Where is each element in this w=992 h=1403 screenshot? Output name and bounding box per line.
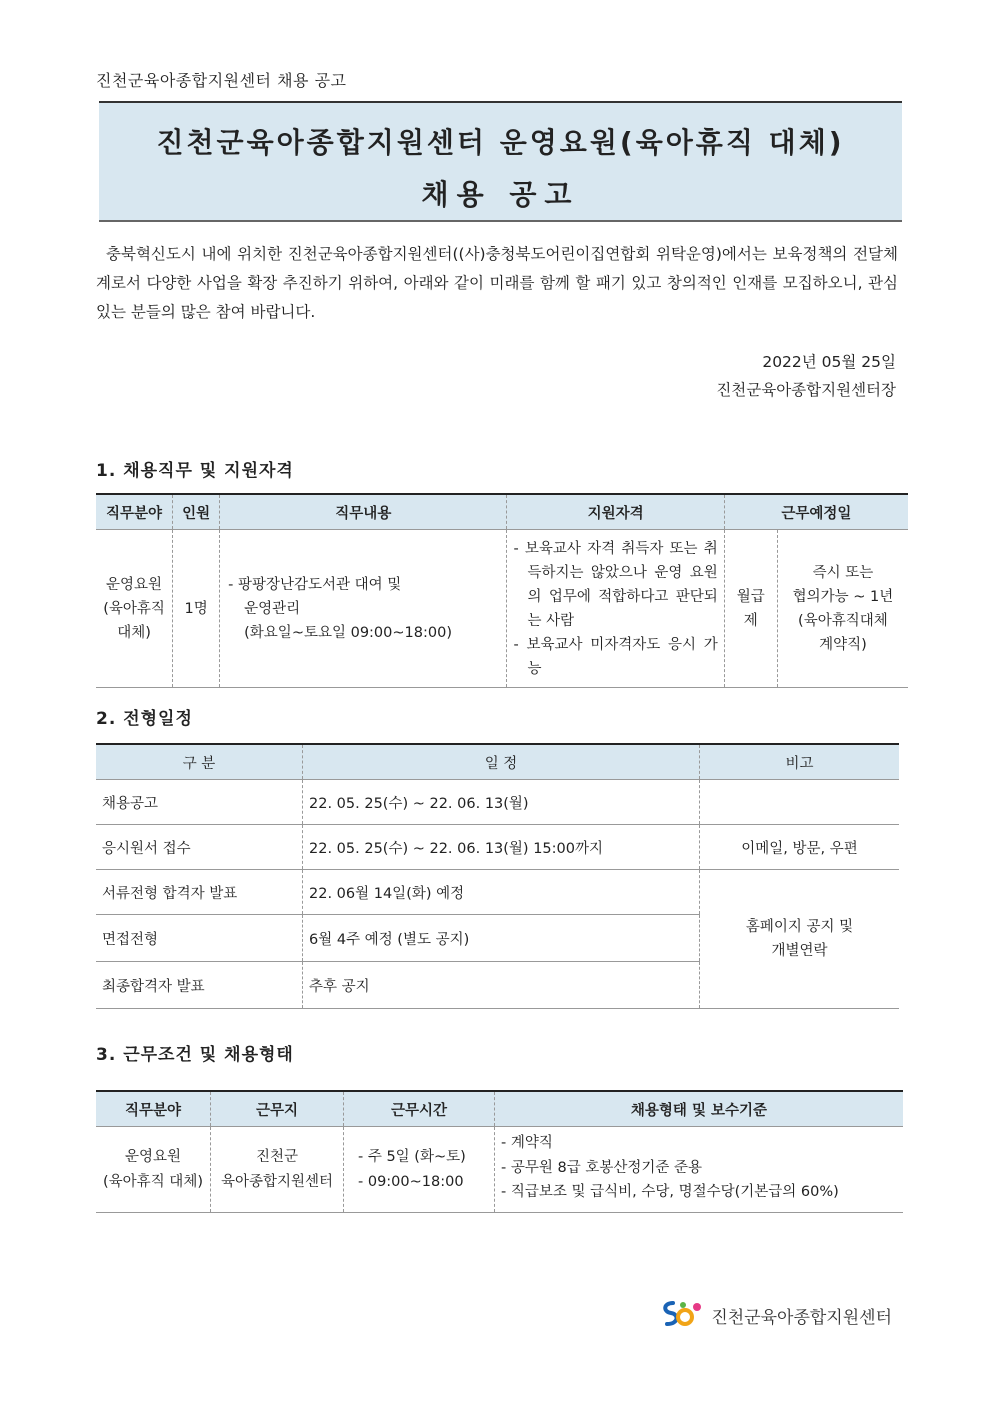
section-title-2: 2. 전형일정 [96,709,193,729]
stage-schedule: 6월 4주 예정 (별도 공지) [303,915,700,962]
conditions-table [96,1090,903,1213]
page-title: 진천군육아종합지원센터 운영요원(육아휴직 대체) [156,126,845,159]
stage-name: 면접전형 [96,915,303,962]
list-item: - 보육교사 자격 취득자 또는 취득하지는 않았으나 운영 요원의 업무에 적합하다고 판단되는 사람 [513,540,718,629]
cell-text: 육아종합지원센터 [220,1173,334,1190]
title-box [99,101,902,222]
col-header: 채용형태 및 보수기준 [495,1091,904,1127]
issue-date: 2022년 05월 25일 [762,353,896,371]
table-header-row [96,744,899,780]
cell-text: 운영요원 [106,576,163,593]
terms-cell [495,1127,904,1213]
list-item: - 보육교사 미자격자도 응시 가능 [513,636,718,677]
cell-text: 대체) [117,624,151,641]
cell-text: 진천군 [255,1149,299,1165]
cell-text: - 직급보조 및 급식비, 수당, 명절수당(기본급의 60%) [501,1184,839,1200]
cell-text: 운영관리 [244,600,301,617]
col-header: 구 분 [96,744,303,780]
col-header: 직무분야 [96,494,173,530]
table-row [96,1127,903,1213]
col-header: 일 정 [303,744,700,780]
cell-text: 즉시 또는 [812,564,874,581]
cell-text: (화요일~토요일 09:00~18:00) [244,624,452,641]
stage-name: 최종합격자 발표 [96,962,303,1009]
cell-text: 개별연락 [771,943,828,959]
stage-schedule: 22. 05. 25(수) ~ 22. 06. 13(월) 15:00까지 [303,825,700,870]
col-header: 근무예정일 [724,494,908,530]
cell-text: 홈페이지 공지 및 [745,919,854,935]
cell-text: 협의가능 ~ 1년 [792,588,894,605]
footer-org-name: 진천군육아종합지원센터 [711,1308,892,1328]
table-header-row [96,1091,903,1127]
cell-text: (육아휴직 [103,600,165,617]
pay-cell: 월급제 [724,530,777,688]
stage-schedule: 22. 06월 14일(화) 예정 [303,870,700,915]
job-field-cell [96,530,173,688]
signer: 진천군육아종합지원센터장 [716,381,896,399]
stage-schedule: 추후 공지 [303,962,700,1009]
cell-text: (육아휴직 대체) [103,1173,203,1190]
table-row [96,530,908,688]
cell-text: - 팡팡장난감도서관 대여 및 [228,576,402,593]
issue-block [716,348,896,404]
col-header: 직무내용 [220,494,507,530]
stage-name: 서류전형 합격자 발표 [96,870,303,915]
col-header: 인원 [173,494,220,530]
job-table [96,493,908,688]
col-header: 비고 [700,744,900,780]
page-subtitle: 채용 공고 [421,178,580,211]
table-header-row [96,494,908,530]
col-header: 지원자격 [507,494,724,530]
cell-text: - 공무원 8급 호봉산정기준 준용 [501,1159,702,1176]
duty-cell [220,530,507,688]
intro-paragraph: 충북혁신도시 내에 위치한 진천군육아종합지원센터((사)충청북도어린이집연합회 위탁운영)에서는 보육정책의 전달체계로서 다양한 사업을 확장 추진하기 위하여, 아래와 같이 미래를 함께 할 패기 있고 창의적인 인재를 모집하오니, 관심 있는 분들의 많은 참여 바랍니다. [96,245,898,321]
cell-text: 계약직) [819,636,867,653]
header-caption: 진천군육아종합지원센터 채용 공고 [96,71,347,90]
cell-text: (육아휴직대체 [798,612,888,629]
table-row [96,780,899,825]
cell-text: - 주 5일 (화~토) [358,1149,466,1165]
col-header: 직무분야 [96,1091,211,1127]
cell-text: - 09:00~18:00 [358,1173,464,1190]
schedule-table [96,743,899,1009]
stage-note: 이메일, 방문, 우편 [700,825,900,870]
stage-name: 응시원서 접수 [96,825,303,870]
section-title-3: 3. 근무조건 및 채용형태 [96,1045,294,1065]
cell-text: - 계약직 [501,1135,553,1151]
cell-text: 운영요원 [124,1149,182,1165]
footer-logo [659,1298,892,1333]
center-logo-icon [659,1298,703,1333]
col-header: 근무시간 [344,1091,495,1127]
col-header: 근무지 [211,1091,344,1127]
hours-cell [344,1127,495,1213]
start-cell [777,530,908,688]
job-field-cell [96,1127,211,1213]
location-cell [211,1127,344,1213]
table-row [96,870,899,915]
count-cell: 1명 [173,530,220,688]
stage-schedule: 22. 05. 25(수) ~ 22. 06. 13(월) [303,780,700,825]
merged-note [700,870,900,1009]
qualification-cell [507,530,724,688]
section-title-1: 1. 채용직무 및 지원자격 [96,461,294,481]
stage-name: 채용공고 [96,780,303,825]
stage-note [700,780,900,825]
table-row [96,825,899,870]
